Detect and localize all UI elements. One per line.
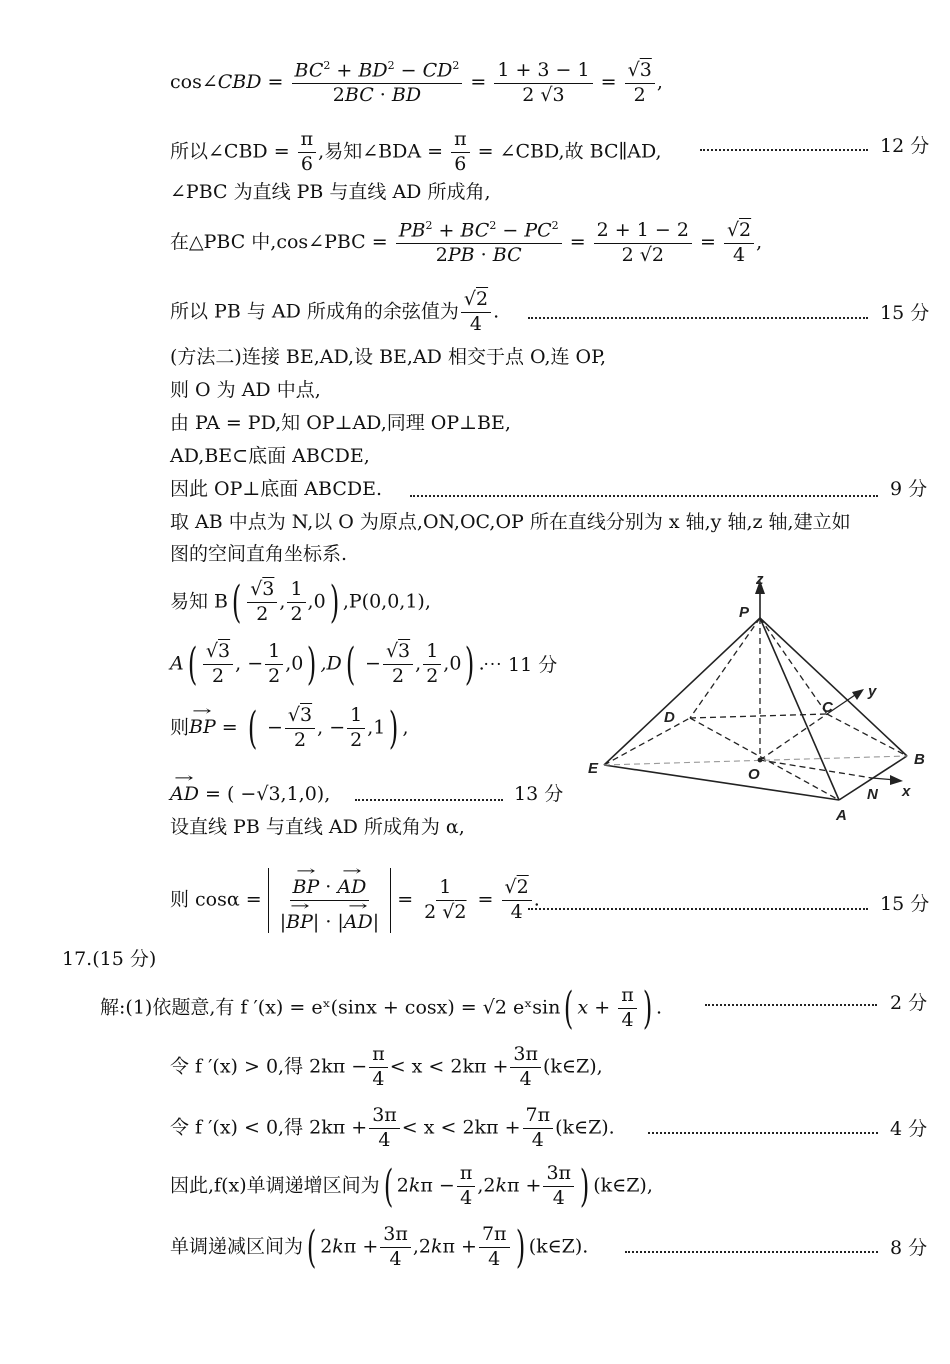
op-perp-base-line: 因此 OP⊥底面 ABCDE. xyxy=(170,478,383,500)
vector-bp-line: 则→ BP = ( − $\frac{√3}{2}$ , − $\frac{1}{2}$ ,1) , xyxy=(170,706,409,751)
label-b: B xyxy=(914,751,925,768)
o-midpoint-line: 则 O 为 AD 中点, xyxy=(170,379,321,401)
edge-cb xyxy=(827,714,907,756)
pyramid-figure xyxy=(572,572,932,824)
increasing-condition-line: 令 f ′(x) > 0,得 2kπ − $\frac{\pi}{4}$ < x < 2kπ + $\frac{3\pi}{4}$ (k∈Z), xyxy=(170,1043,603,1090)
cos-pbc-equation: 在△PBC 中,cos∠PBC = $\frac{PB^2 + BC^2 - PC^2}{2PB \cdot BC}$ = $\frac{2 + 1 - 2}{2 √2}$ = $\frac{√2}{4}$ , xyxy=(170,218,763,267)
label-c: C xyxy=(822,699,833,716)
derivative-line: 解:(1)依题意,有 f ′(x) = eˣ(sinx + cosx) = √2 eˣsin( x + $\frac{\pi}{4}$ ) . xyxy=(100,982,662,1034)
leader-dots xyxy=(528,908,868,910)
score-2: 2 分 xyxy=(890,992,928,1014)
point-b-p-line: 易知 B( $\frac{√3}{2}$ , $\frac{1}{2}$ ,0) ,P(0,0,1), xyxy=(170,576,431,628)
leader-dots xyxy=(625,1251,878,1253)
edge-pc xyxy=(760,618,827,714)
coordinate-setup-line: 取 AB 中点为 N,以 O 为原点,ON,OC,OP 所在直线分别为 x 轴,y 轴,z 轴,建立如 xyxy=(170,511,851,533)
score-4: 4 分 xyxy=(890,1118,928,1140)
decreasing-condition-line: 令 f ′(x) < 0,得 2kπ + $\frac{3\pi}{4}$ < x < 2kπ + $\frac{7\pi}{4}$ (k∈Z). xyxy=(170,1104,615,1151)
leader-dots xyxy=(700,149,868,151)
segment-eb xyxy=(604,756,907,765)
label-o: O xyxy=(748,766,760,783)
label-n: N xyxy=(867,786,878,803)
cos-cbd-equation: cos∠CBD = $\frac{BC^2 + BD^2 - CD^2}{2BC \cdot BD}$ = $\frac{1 + 3 - 1}{2 √3}$ = $\frac{√3}{2}$ , xyxy=(170,58,663,107)
increasing-interval-line: 因此,f(x)单调递增区间为( 2kπ − $\frac{\pi}{4}$ ,2kπ + $\frac{3\pi}{4}$ ) (k∈Z), xyxy=(170,1160,653,1212)
cosine-result-line: 所以 PB 与 AD 所成角的余弦值为 $\frac{√2}{4}$ . xyxy=(170,288,500,335)
score-13: 13 分 xyxy=(514,783,564,805)
alpha-definition-line: 设直线 PB 与直线 AD 所成角为 α, xyxy=(170,816,465,838)
decreasing-interval-line: 单调递减区间为( 2kπ + $\frac{3\pi}{4}$ ,2kπ + $\frac{7\pi}{4}$ ) (k∈Z). xyxy=(170,1221,589,1273)
leader-dots xyxy=(410,495,878,497)
line-pbc-angle: ∠PBC 为直线 PB 与直线 AD 所成角, xyxy=(170,181,491,203)
leader-dots xyxy=(648,1132,878,1134)
edge-pd xyxy=(690,618,760,718)
base-plane-line: AD,BE⊂底面 ABCDE, xyxy=(170,445,370,467)
coordinate-system-line: 图的空间直角坐标系. xyxy=(170,543,348,565)
perpendicular-line: 由 PA = PD,知 OP⊥AD,同理 OP⊥BE, xyxy=(170,412,511,434)
angle-cbd-line: 所以∠CBD = $\frac{\pi}{6}$ ,易知∠BDA = $\frac{\pi}{6}$ = ∠CBD,故 BC∥AD, xyxy=(170,128,662,175)
point-a-d-line: A( $\frac{√3}{2}$ , − $\frac{1}{2}$ ,0) ,D( − $\frac{√3}{2}$ , $\frac{1}{2}$ ,0) . xyxy=(170,638,485,690)
edge-ea xyxy=(604,765,839,800)
cos-alpha-line: 则 cosα = → $\frac{BP \cdot \to AD}{|\to BP| \cdot |\to AD|}$ = $\frac{1}{2 √2}$ = $\frac{√2}{4}$ . xyxy=(170,868,540,933)
score-15b: 15 分 xyxy=(880,893,930,915)
leader-dots xyxy=(528,317,868,319)
segment-on xyxy=(760,760,872,778)
label-z: z xyxy=(756,572,764,588)
score-8: 8 分 xyxy=(890,1237,928,1259)
vector-ad-line: → AD = ( −√3,1,0), xyxy=(170,785,330,804)
score-12: 12 分 xyxy=(880,135,930,157)
label-y: y xyxy=(868,683,877,700)
score-15: 15 分 xyxy=(880,302,930,324)
label-a: A xyxy=(836,807,847,824)
score-11: ⋯ 11 分 xyxy=(483,654,558,676)
segment-oc xyxy=(760,714,827,760)
point-o xyxy=(758,758,763,763)
label-p: P xyxy=(739,604,750,621)
y-arrow-icon xyxy=(852,689,864,700)
label-x: x xyxy=(902,783,911,800)
edge-dc xyxy=(690,714,827,718)
leader-dots xyxy=(355,799,503,801)
leader-dots xyxy=(705,1004,877,1006)
method-two-line: (方法二)连接 BE,AD,设 BE,AD 相交于点 O,连 OP, xyxy=(170,346,607,368)
question-17-heading: 17.(15 分) xyxy=(62,948,157,970)
label-d: D xyxy=(664,709,675,726)
score-9: 9 分 xyxy=(890,478,928,500)
edge-pb xyxy=(760,618,907,756)
label-e: E xyxy=(588,760,599,777)
